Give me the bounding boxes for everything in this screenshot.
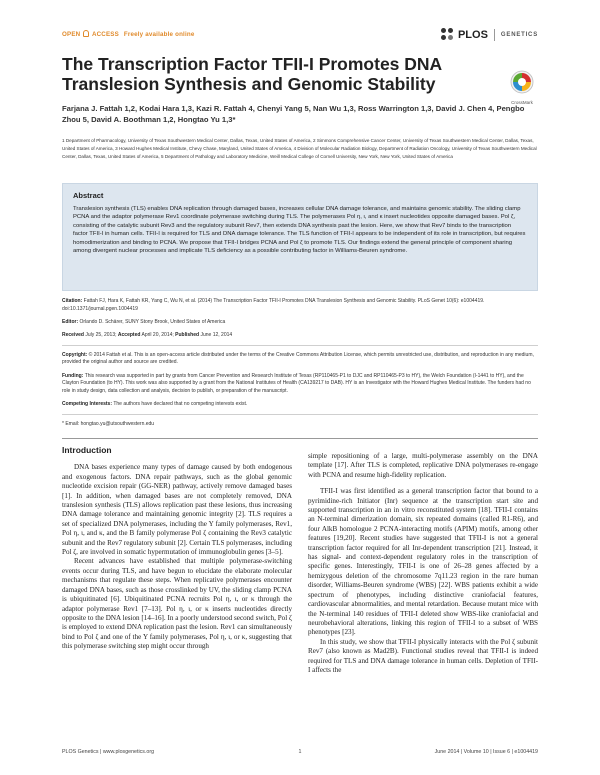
abstract-box [62, 183, 538, 291]
page-footer [62, 749, 538, 759]
access-label: ACCESS [91, 31, 119, 38]
editor: Editor: Orlando D. Schärer, SUNY Stony Brook, United States of America [62, 318, 226, 325]
introduction-heading: Introduction [62, 445, 112, 455]
crossmark-badge[interactable] [506, 70, 538, 105]
logo-divider [494, 29, 495, 41]
section-divider [62, 438, 538, 439]
body-paragraph: DNA bases experience many types of damage caused by both endogenous and exogenous factors. DNA repair pathways, such as the global genomic nucleotide excision repair (GG-NER) pathway, actively remove damaged bases [1]. In addition, when damaged bases are not completely removed, DNA translesion synthesis (TLS) allows replication past these lesions, thus increasing DNA damage tolerance and maintaining genomic integrity [2]. TLS requires a set of specialized DNA polymerases, including the Y family polymerases, Rev1, Pol η, ι, and κ, and the B family polymerase Pol ζ containing the Rev3 catalytic subunit and the Rev7 regulatory subunit [2]. Certain TLS polymerases, including Pol ζ, are involved in somatic hypermutation of immunoglobulin genes [3–5]. [62, 463, 292, 557]
meta-divider-2 [62, 414, 538, 415]
citation: Citation: Fattah FJ, Hara K, Fattah KR, Yang C, Wu N, et al. (2014) The Transcription Factor TFII-I Promotes DNA Translesion Synthesis and Genomic Stability. PLoS Genet 10(6): e1004419. doi:10.1371/journal.pgen.1004419 [62, 298, 485, 312]
article-metadata [62, 298, 538, 434]
plos-dots-icon [441, 28, 455, 42]
journal-header [62, 26, 538, 44]
body-paragraph: In this study, we show that TFII-I physically interacts with the Pol ζ subunit Rev7 (also known as Mad2B). Functional studies reveal that TFII-I is indeed required for TLS and DNA damage tolerance in human cells. Depletion of TFII-I affects the [308, 637, 538, 674]
footer-issue: June 2014 | Volume 10 | Issue 6 | e1004419 [434, 749, 538, 755]
dates: Received July 25, 2013; Accepted April 20, 2014; Published June 12, 2014 [62, 331, 233, 338]
abstract-text: Translesion synthesis (TLS) enables DNA replication through damaged bases, increases cellular DNA damage tolerance, and maintains genomic stability. The sliding clamp PCNA and the adaptor polymerase Rev1 coordinate polymerase switching during TLS. The polymerases Pol η, ι, and κ insert nucleotides opposite damaged bases. Pol ζ, consisting of the catalytic subunit Rev3 and the regulatory subunit Rev7, then extends DNA synthesis past the lesion. Here, we show that Rev7 binds to the transcription factor TFII-I in human cells. TFII-I is required for TLS and DNA damage tolerance. The TLS function of TFII-I appears to be independent of its role in transcription, but requires homodimerization and binding to PCNA. We propose that TFII-I bridges PCNA and Pol ζ to promote TLS. Our findings extend the general principle of component sharing among divergent nuclear processes and implicate TLS deficiency as a possible contributing factor in Williams-Beuren syndrome. [73, 206, 526, 255]
corresponding-email: * Email: hongtao.yu@utsouthwestern.edu [62, 420, 155, 427]
competing-interests: Competing Interests: The authors have declared that no competing interests exist. [62, 400, 248, 407]
funding: Funding: This research was supported in part by grants from Cancer Prevention and Research Institute of Texas (RP110465-P1 to DJC and RP110465-P3 to HY), the Welch Foundation (I-1441 to HY), and the Clayton Foundation (to HY). This work was also supported by a grant from the National Institutes of Health (CA139217 to DAB). HY is an Investigator with the Howard Hughes Medical Institute. The funders had no role in study design, data collection and analysis, decision to publish, or preparation of the manuscript. [62, 372, 531, 394]
open-access-lock-icon [83, 30, 89, 37]
freely-available-label: Freely available online [123, 31, 195, 38]
journal-name: GENETICS [500, 32, 538, 38]
article-title: The Transcription Factor TFII-I Promotes DNA Translesion Synthesis and Genomic Stability [62, 54, 442, 94]
author-list: Farjana J. Fattah 1,2, Kodai Hara 1,3, Kazi R. Fattah 4, Chenyi Yang 5, Nan Wu 1,3, Ross Warrington 1,3, David J. Chen 4, Pengbo Zhou 5, David A. Boothman 1,2, Hongtao Yu 1,3* [62, 104, 525, 124]
footer-journal: PLOS Genetics | www.plosgenetics.org [62, 749, 155, 755]
body-paragraph: TFII-I was first identified as a general transcription factor that bound to a pyrimidine-rich Initiator (Inr) sequence at the transcription start site and supported transcription in an in vitro reconstituted system [18]. TFII-I contains an N-terminal dimerization domain, six repeated domains (called R1-R6), and four AlkB homologue 2 PCNA-interacting motifs (APIM) motifs, among other features [19,20]. Recent studies have suggested that TFII-I is not a general transcription factor required for all Inr-dependent transcription [21]. Instead, it has signal- and context-dependent regulatory roles in the transcription of specific genes. Interestingly, TFII-I is one of 26–28 genes affected by a hemizygous deletion of the chromosome 7q11.23 region in the rare human disorder, Williams-Beuren syndrome (WBS) [22]. WBS patients exhibit a wide spectrum of phenotypes, including distinctive craniofacial features, cardiovascular abnormalities, and mental retardation. Because mutant mice with the N-terminal 140 residues of TFII-I deleted show WBS-like craniofacial and neurobehavioral alterations, linking this region of TFII-I to a subset of WBS phenotypes [23]. [308, 487, 538, 637]
abstract-heading: Abstract [73, 191, 104, 200]
meta-divider [62, 345, 538, 346]
body-paragraph: Recent advances have established that multiple polymerase-switching events occur during TLS, and have begun to elucidate the elaborate molecular mechanisms that regulate these steps. When replicative polymerases encounter damaged DNA bases, such as those crosslinked by UV, the sliding clamp PCNA is ubiquitinated [6]. Ubiquitinated PCNA recruits Pol η, ι, or κ through the adaptor polymerase Rev1 [7–13]. Pol η, ι, or κ inserts nucleotides directly opposite to the DNA lesion [14–16]. In a poorly understood second switch, Pol ζ is employed to extend DNA replication past the lesion. Rev1 can simultaneously bind to Pol ζ and one of the Y family polymerases, Pol η, ι, or κ, suggesting that this polymerase switching step might occur through [62, 557, 292, 651]
copyright: Copyright: © 2014 Fattah et al. This is an open-access article distributed under the terms of the Creative Commons Attribution License, which permits unrestricted use, distribution, and reproduction in any medium, provided the original author and source are credited. [62, 351, 534, 366]
body-column-right [308, 452, 538, 675]
crossmark-icon [510, 70, 534, 94]
page-number: 1 [298, 749, 302, 755]
body-paragraph: simple repositioning of a large, multi-polymerase assembly on the DNA template [17]. After TLS is completed, replicative DNA polymerases re-engage with PCNA and resume high-fidelity replication. [308, 452, 538, 479]
open-label: OPEN [62, 31, 81, 38]
affiliations: 1 Department of Pharmacology, University of Texas Southwestern Medical Center, Dallas, Texas, United States of America, 2 Simmons Comprehensive Cancer Center, University of Texas Southwestern Medical Center, Dallas, Texas, United States of America, 3 Howard Hughes Medical Institute, Chevy Chase, Maryland, United States of America, 4 Division of Molecular Radiation Biology, Department of Radiation Oncology, University of Texas Southwestern Medical Center, Dallas, Texas, United States of America, 5 Department of Pathology and Laboratory Medicine, Weill Medical College of Cornell University, New York, New York, United States of America [62, 138, 537, 159]
plos-wordmark: PLOS [457, 29, 488, 41]
crossmark-label: CrossMark [511, 100, 533, 105]
open-access-badge [62, 30, 195, 38]
plos-logo [441, 26, 538, 44]
body-column-left [62, 446, 292, 652]
